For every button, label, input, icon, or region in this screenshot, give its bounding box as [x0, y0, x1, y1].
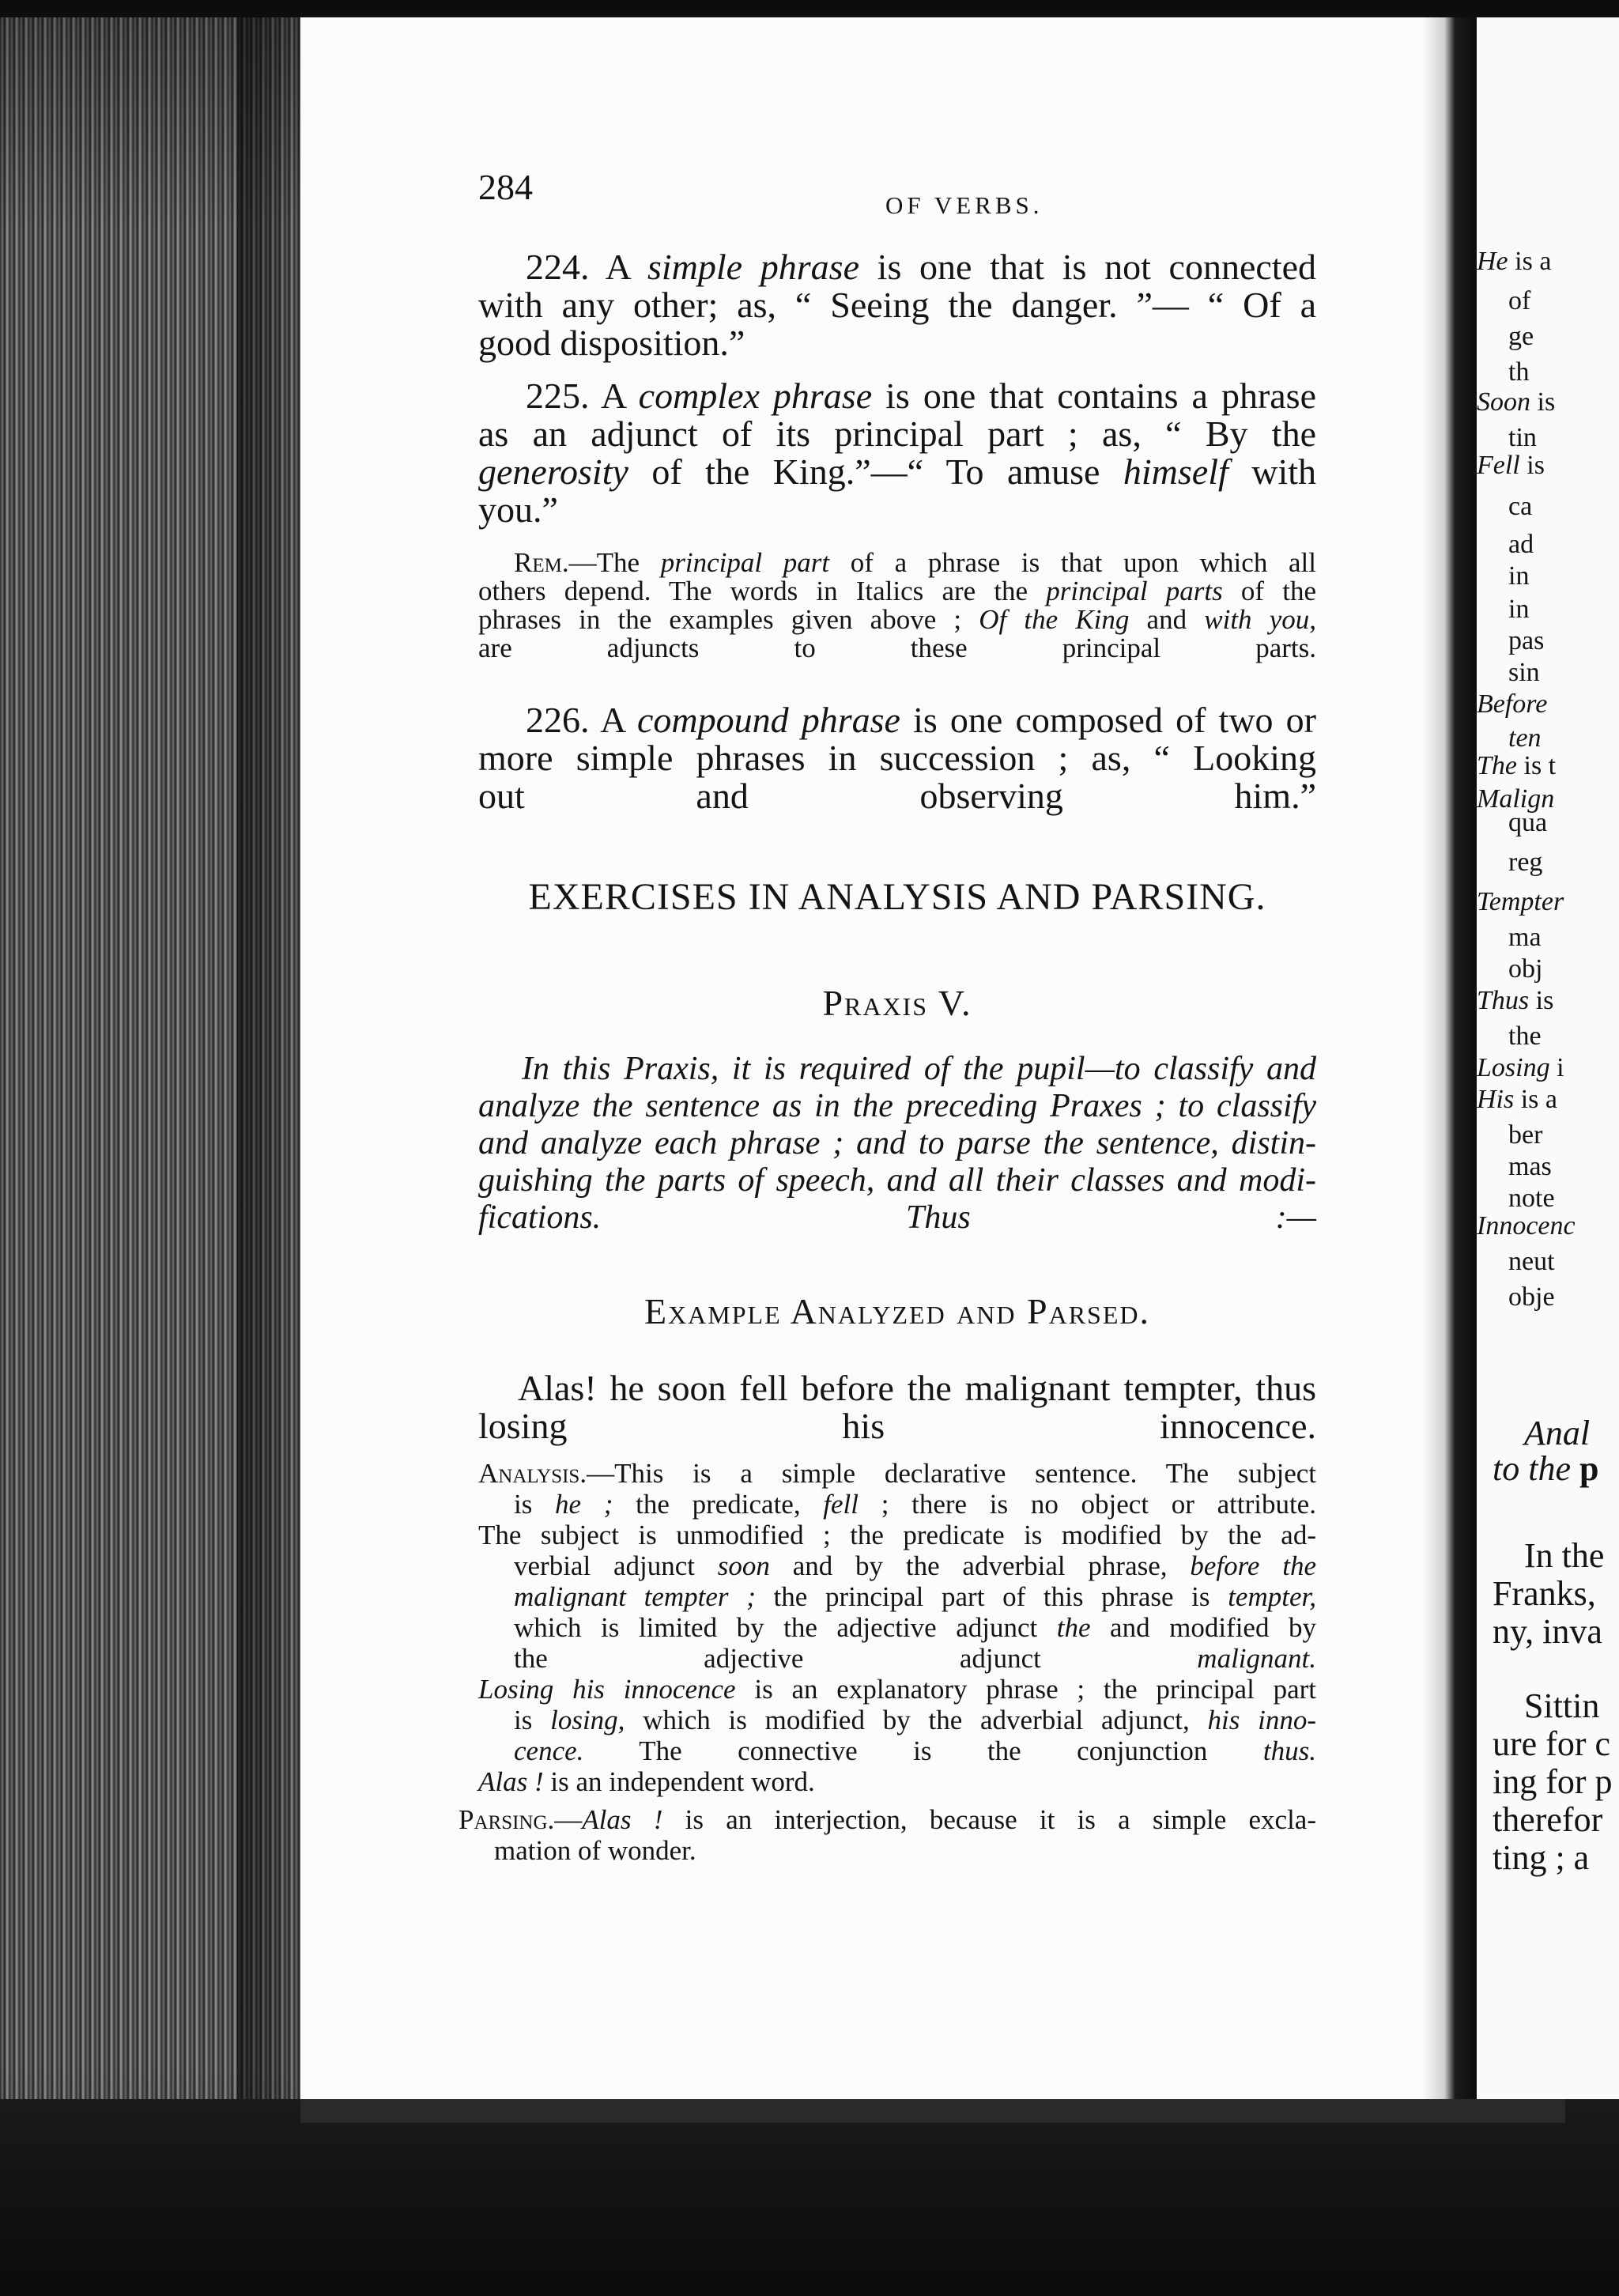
italic-run: losing, — [550, 1705, 625, 1735]
italic-run: Losing his innocence — [478, 1674, 736, 1705]
right-page-fragment-line: ber — [1508, 1120, 1543, 1150]
italic-run: malignant. — [1197, 1643, 1316, 1674]
right-page-fragment-line: The is t — [1477, 751, 1557, 780]
right-page-fragment — [1477, 17, 1619, 2113]
top-dark-strip — [0, 0, 1619, 17]
analysis-line: malignant tempter ; the principal part of this phrase is tempter, — [514, 1581, 1316, 1612]
italic-run: cence. — [514, 1735, 584, 1766]
italic-run: Alas ! — [582, 1804, 663, 1835]
right-page-fragment-line: mas — [1508, 1152, 1552, 1181]
right-page-fragment-line: therefor — [1493, 1800, 1603, 1839]
right-page-fragment-line — [1477, 689, 1547, 719]
right-page-fragment-line: note — [1508, 1184, 1555, 1213]
page-number: 284 — [478, 167, 533, 207]
parsing-block — [459, 1804, 1316, 1866]
italic-run: soon — [717, 1550, 770, 1581]
right-page-fragment-line: Soon is — [1477, 387, 1556, 417]
italic-run: thus. — [1262, 1735, 1316, 1766]
p224-line-1: A simple phrase is one that is not connected — [605, 247, 1316, 287]
right-page-fragment-line: His is a — [1477, 1085, 1558, 1114]
praxis-heading: Praxis V. — [822, 983, 972, 1023]
right-page-fragment-line: neut — [1508, 1247, 1555, 1276]
italic-run: generosity — [478, 451, 628, 492]
italic-run: principal part — [660, 547, 830, 578]
remark-block — [478, 549, 1316, 663]
analysis-block — [478, 1458, 1316, 1797]
italic-run: Tempter — [1477, 887, 1564, 916]
p225-line-2: as an adjunct of its principal part ; as, “ By the — [478, 414, 1316, 454]
p224-line-2: with any other; as, “ Seeing the danger. ”— “ Of a — [478, 285, 1316, 325]
right-page-fragment-line — [1493, 1448, 1598, 1489]
analysis-line: Analysis.—This is a simple declarative sentence. The subject — [478, 1458, 1316, 1489]
italic-run: Malign — [1477, 784, 1555, 814]
right-page-fragment-line: tin — [1508, 423, 1537, 452]
paragraph-226 — [478, 701, 1316, 815]
analysis-line: which is limited by the adjective adjunct the and modified by — [514, 1612, 1316, 1643]
praxis-intro — [478, 1051, 1316, 1237]
rem-line-2: others depend. The words in Italics are the principal parts of the — [478, 576, 1316, 606]
italic-run: He — [1477, 247, 1508, 276]
italic-run: his inno- — [1207, 1705, 1316, 1735]
italic-run: Soon — [1477, 387, 1530, 417]
italic-run: before the — [1190, 1550, 1316, 1581]
italic-run: himself — [1123, 451, 1228, 492]
example-heading: Example Analyzed and Parsed. — [643, 1291, 1151, 1331]
italic-run: fell — [823, 1489, 859, 1520]
p226-line — [478, 701, 1316, 739]
right-page-fragment-line: Losing i — [1477, 1053, 1564, 1082]
small-caps-run: Analysis. — [478, 1458, 587, 1489]
p226-line-3: out and observing him.” — [478, 776, 1316, 816]
binding-shadow — [237, 0, 300, 2296]
right-page-fragment-line — [1477, 887, 1564, 917]
rem-line-1: Rem.—The principal part of a phrase is that upon which all — [514, 547, 1316, 578]
analysis-line: the adjective adjunct malignant. — [514, 1643, 1316, 1674]
right-page-fragment-line: ca — [1508, 492, 1533, 521]
italic-run: ten — [1508, 723, 1542, 753]
parsing-line: Parsing.—Alas ! is an interjection, because it is a simple excla- — [459, 1804, 1316, 1835]
p225-line — [478, 377, 1316, 415]
right-page-fragment-line: in — [1508, 595, 1530, 624]
italic-run: Before — [1477, 689, 1548, 719]
italic-run: The — [1477, 751, 1517, 780]
right-page-fragment-line: of — [1508, 286, 1531, 315]
exercises-heading: EXERCISES IN ANALYSIS AND PARSING. — [528, 876, 1266, 918]
intro-line-5: fications. Thus :— — [478, 1199, 1316, 1236]
small-caps-run: Rem. — [514, 547, 569, 578]
right-page-fragment-line: He is a — [1477, 247, 1552, 276]
right-page-fragment-line: ma — [1508, 923, 1542, 952]
right-page-fragment-line: Thus is — [1477, 986, 1554, 1015]
p225-line-1: A complex phrase is one that contains a phrase — [600, 376, 1316, 416]
running-head: OF VERBS. — [885, 191, 1043, 219]
italic-run: complex phrase — [638, 376, 873, 416]
paragraph-224 — [478, 248, 1316, 362]
intro-line-3: and analyze each phrase ; and to parse the sentence, distin- — [478, 1125, 1316, 1161]
p225-line-3: generosity of the King.”—“ To amuse himself with — [478, 451, 1317, 492]
right-page-fragment-line: ny, inva — [1493, 1612, 1602, 1651]
analysis-line: Losing his innocence is an explanatory phrase ; the principal part — [478, 1674, 1316, 1705]
italic-run: he ; — [555, 1489, 613, 1520]
p225-number: 225. — [526, 376, 590, 416]
analysis-line: is he ; the predicate, fell ; there is no object or attribute. — [514, 1489, 1316, 1520]
italic-run: Of the King — [979, 604, 1130, 635]
italic-run: Anal — [1524, 1414, 1591, 1452]
intro-line-2: analyze the sentence as in the preceding Praxes ; to classify — [478, 1088, 1316, 1124]
right-page-fragment-line: th — [1508, 357, 1530, 387]
right-page-fragment-line: ting ; a — [1493, 1838, 1590, 1877]
bold-run: p — [1579, 1449, 1599, 1488]
analysis-line: is losing, which is modified by the adverbial adjunct, his inno- — [514, 1705, 1316, 1735]
rem-line-3: phrases in the examples given above ; Of the King and with you, — [478, 604, 1316, 635]
right-page-fragment-line: sin — [1508, 658, 1540, 687]
example-line-1: Alas! he soon fell before the malignant tempter, thus — [518, 1368, 1316, 1408]
p224-line-3: good disposition.” — [478, 323, 745, 363]
right-page-fragment-line: in — [1508, 561, 1530, 591]
example-sentence — [478, 1369, 1316, 1445]
italic-run: principal parts — [1046, 576, 1223, 606]
italic-run: simple phrase — [647, 247, 859, 287]
small-caps-run: Parsing. — [459, 1804, 555, 1835]
right-page-fragment-line — [1477, 1211, 1576, 1241]
right-page-fragment-line: reg — [1508, 848, 1543, 877]
p226-number: 226. — [526, 700, 590, 740]
p224-number: 224. — [526, 247, 590, 287]
italic-run: to the — [1493, 1449, 1579, 1488]
italic-run: the — [1056, 1612, 1091, 1643]
italic-run: His — [1477, 1085, 1515, 1114]
left-page — [300, 17, 1423, 2113]
parsing-line: mation of wonder. — [494, 1835, 696, 1866]
right-page-fragment-line: Sittin — [1524, 1686, 1600, 1725]
right-page-fragment-line: ing for p — [1493, 1762, 1613, 1801]
right-page-fragment-line: ure for c — [1493, 1724, 1611, 1763]
italic-run: Losing — [1477, 1053, 1550, 1082]
paragraph-225 — [478, 377, 1316, 529]
right-page-fragment-line: In the — [1524, 1536, 1605, 1575]
italic-run: tempter, — [1228, 1581, 1316, 1612]
italic-run: Thus — [1477, 986, 1530, 1015]
analysis-line: The subject is unmodified ; the predicate is modified by the ad- — [478, 1520, 1316, 1550]
right-page-fragment-line — [1524, 1413, 1590, 1453]
italic-run: Alas ! — [478, 1766, 544, 1797]
right-page-fragment-line: obje — [1508, 1282, 1555, 1312]
italic-run: compound phrase — [636, 700, 900, 740]
italic-run: malignant tempter ; — [514, 1581, 756, 1612]
right-page-fragment-line — [1508, 723, 1542, 753]
intro-line-4: guishing the parts of speech, and all their classes and modi- — [478, 1162, 1316, 1199]
analysis-line: verbial adjunct soon and by the adverbial phrase, before the — [514, 1550, 1316, 1581]
italic-run: Fell — [1477, 451, 1520, 480]
right-page-fragment-line: qua — [1508, 808, 1548, 837]
right-page-fragment-line: Franks, — [1493, 1574, 1596, 1613]
right-page-fragment-line: pas — [1508, 626, 1545, 655]
p226-line-1: A compound phrase is one composed of two or — [600, 700, 1317, 740]
right-page-fragment-line: ge — [1508, 322, 1534, 351]
intro-line-1: In this Praxis, it is required of the pupil—to classify and — [522, 1051, 1316, 1087]
page-gutter — [1423, 17, 1477, 2113]
p225-line-4: you.” — [478, 489, 558, 530]
right-page-fragment-line: obj — [1508, 954, 1543, 984]
analysis-line: cence. The connective is the conjunction thus. — [514, 1735, 1316, 1766]
italic-run: with you, — [1204, 604, 1316, 635]
bottom-dark-edge — [0, 2099, 1619, 2296]
rem-line-4: are adjuncts to these principal parts. — [478, 633, 1316, 663]
right-page-fragment-line: Fell is — [1477, 451, 1545, 480]
example-line-2: losing his innocence. — [478, 1406, 1316, 1446]
p224-line — [478, 248, 1316, 286]
right-page-fragment-line: the — [1508, 1021, 1542, 1051]
italic-run: Innocenc — [1477, 1211, 1576, 1241]
analysis-line: Alas ! is an independent word. — [478, 1766, 815, 1797]
p226-line-2: more simple phrases in succession ; as, “ Looking — [478, 738, 1316, 778]
right-page-fragment-line: ad — [1508, 530, 1534, 559]
